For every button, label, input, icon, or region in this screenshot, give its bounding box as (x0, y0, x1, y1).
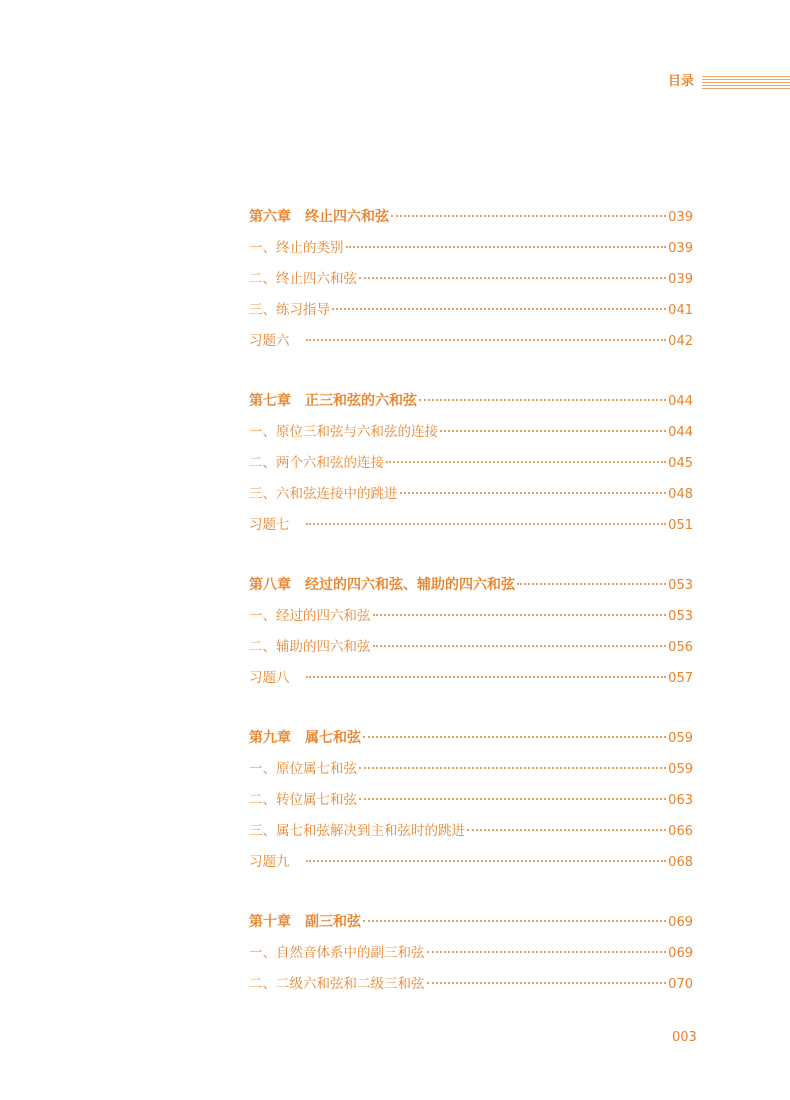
toc-item-entry[interactable] (249, 264, 693, 295)
chapter-number: 第九章 (249, 730, 291, 746)
toc-item-entry[interactable] (249, 233, 693, 264)
chapter-number: 第六章 (249, 209, 291, 225)
page-number: 003 (672, 1030, 697, 1045)
item-page: 056 (668, 640, 693, 655)
toc-item-entry[interactable] (249, 601, 693, 632)
toc-chapter-entry[interactable] (249, 386, 693, 417)
item-title: 三、六和弦连接中的跳进 (249, 486, 398, 502)
toc-item-entry[interactable] (249, 632, 693, 663)
dot-leader (517, 582, 666, 585)
header-title: 目录 (668, 74, 695, 89)
item-title: 二、二级六和弦和二级三和弦 (249, 976, 425, 992)
dot-leader (359, 766, 666, 769)
chapter-title: 正三和弦的六和弦 (305, 393, 417, 409)
toc-item-entry[interactable] (249, 969, 693, 1000)
item-page: 051 (668, 518, 693, 533)
dot-leader (306, 522, 667, 525)
item-title: 习题八 (249, 670, 290, 686)
dot-leader (373, 644, 667, 647)
toc-section-chapter-10 (249, 907, 693, 1000)
dot-leader (440, 429, 666, 432)
item-page: 069 (668, 946, 693, 961)
item-page: 041 (668, 303, 693, 318)
item-page: 070 (668, 977, 693, 992)
dot-leader (332, 307, 666, 310)
item-title: 二、终止四六和弦 (249, 271, 357, 287)
chapter-page: 069 (668, 915, 693, 930)
dot-leader (363, 919, 666, 922)
dot-leader (386, 460, 666, 463)
chapter-number: 第七章 (249, 393, 291, 409)
toc-section-chapter-8 (249, 570, 693, 694)
toc-section-chapter-7 (249, 386, 693, 541)
chapter-title: 经过的四六和弦、辅助的四六和弦 (305, 577, 515, 593)
toc-chapter-entry[interactable] (249, 723, 693, 754)
toc-item-entry[interactable] (249, 295, 693, 326)
dot-leader (467, 828, 666, 831)
toc-item-entry[interactable] (249, 326, 693, 357)
toc-item-entry[interactable] (249, 754, 693, 785)
item-page: 039 (668, 272, 693, 287)
item-title: 一、原位属七和弦 (249, 761, 357, 777)
dot-leader (306, 675, 667, 678)
toc-item-entry[interactable] (249, 816, 693, 847)
item-title: 二、两个六和弦的连接 (249, 455, 384, 471)
toc-item-entry[interactable] (249, 785, 693, 816)
toc-item-entry[interactable] (249, 417, 693, 448)
item-title: 二、转位属七和弦 (249, 792, 357, 808)
item-page: 042 (668, 334, 693, 349)
item-title: 二、辅助的四六和弦 (249, 639, 371, 655)
chapter-page: 039 (668, 210, 693, 225)
toc-item-entry[interactable] (249, 510, 693, 541)
item-title: 一、自然音体系中的副三和弦 (249, 945, 425, 961)
dot-leader (427, 981, 667, 984)
toc-item-entry[interactable] (249, 479, 693, 510)
item-page: 045 (668, 456, 693, 471)
chapter-page: 053 (668, 578, 693, 593)
item-title: 一、原位三和弦与六和弦的连接 (249, 424, 438, 440)
item-title: 一、经过的四六和弦 (249, 608, 371, 624)
chapter-page: 044 (668, 394, 693, 409)
chapter-number: 第十章 (249, 914, 291, 930)
toc-section-chapter-6 (249, 202, 693, 357)
dot-leader (306, 338, 667, 341)
toc-chapter-entry[interactable] (249, 202, 693, 233)
item-page: 044 (668, 425, 693, 440)
toc-item-entry[interactable] (249, 847, 693, 878)
item-title: 习题六 (249, 333, 290, 349)
dot-leader (391, 214, 666, 217)
header-decorative-lines (702, 76, 790, 90)
chapter-title: 副三和弦 (305, 914, 361, 930)
item-title: 三、属七和弦解决到主和弦时的跳进 (249, 823, 465, 839)
running-header (668, 72, 790, 92)
table-of-contents (249, 202, 693, 1029)
chapter-number: 第八章 (249, 577, 291, 593)
item-page: 039 (668, 241, 693, 256)
toc-chapter-entry[interactable] (249, 570, 693, 601)
dot-leader (427, 950, 667, 953)
item-page: 057 (668, 671, 693, 686)
chapter-title: 终止四六和弦 (305, 209, 389, 225)
item-title: 一、终止的类别 (249, 240, 344, 256)
dot-leader (363, 735, 666, 738)
toc-item-entry[interactable] (249, 448, 693, 479)
item-page: 048 (668, 487, 693, 502)
chapter-title: 属七和弦 (305, 730, 361, 746)
item-page: 068 (668, 855, 693, 870)
dot-leader (306, 859, 667, 862)
item-page: 053 (668, 609, 693, 624)
toc-item-entry[interactable] (249, 663, 693, 694)
item-page: 063 (668, 793, 693, 808)
toc-item-entry[interactable] (249, 938, 693, 969)
dot-leader (419, 398, 666, 401)
chapter-page: 059 (668, 731, 693, 746)
dot-leader (373, 613, 667, 616)
item-page: 059 (668, 762, 693, 777)
dot-leader (346, 245, 667, 248)
toc-chapter-entry[interactable] (249, 907, 693, 938)
dot-leader (400, 491, 667, 494)
dot-leader (359, 276, 666, 279)
dot-leader (359, 797, 666, 800)
item-title: 习题七 (249, 517, 290, 533)
item-page: 066 (668, 824, 693, 839)
item-title: 习题九 (249, 854, 290, 870)
item-title: 三、练习指导 (249, 302, 330, 318)
toc-section-chapter-9 (249, 723, 693, 878)
